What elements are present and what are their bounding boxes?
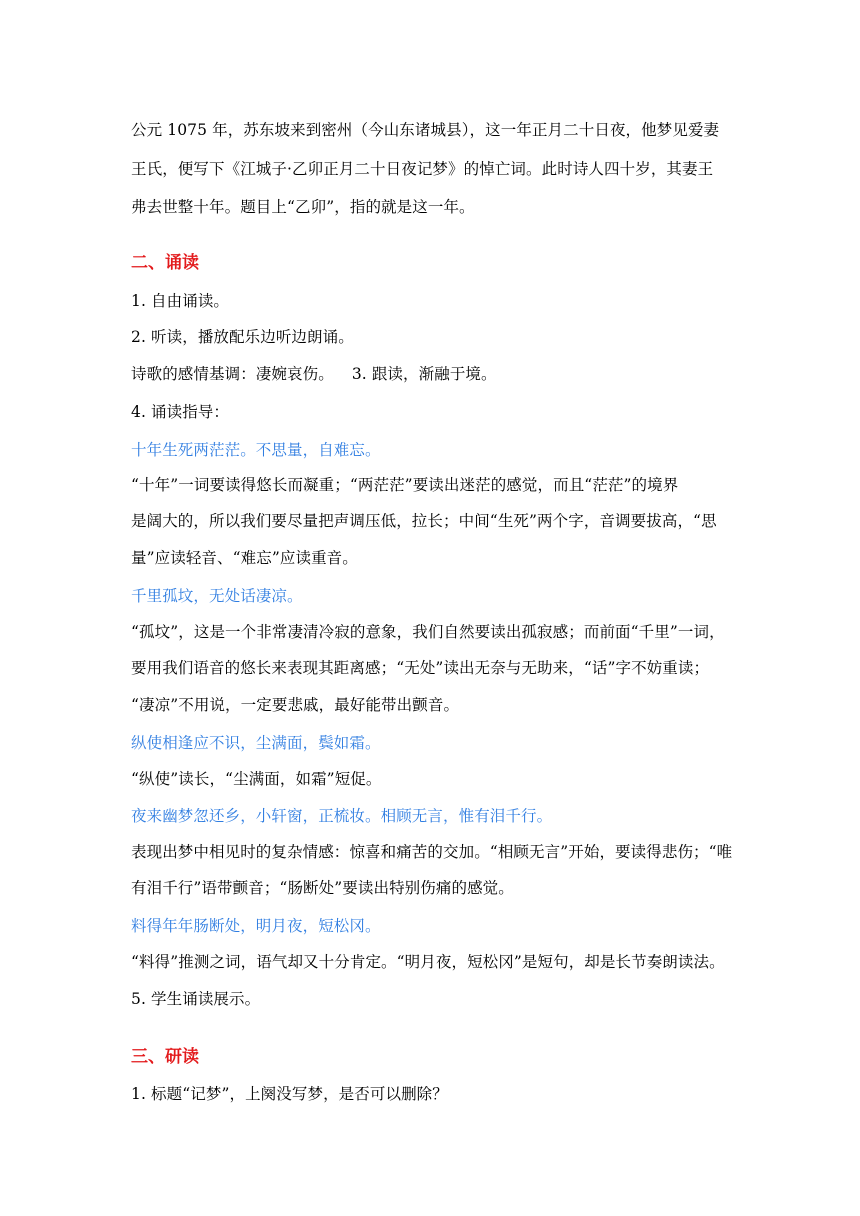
emotion-tone-text: 诗歌的感情基调：凄婉哀伤。 bbox=[131, 365, 334, 383]
commentary-line: “纵使”读长，“尘满面，如霜”短促。 bbox=[131, 770, 382, 788]
commentary-line: “十年”一词要读得悠长而凝重；“两茫茫”要读出迷茫的感觉，而且“茫茫”的境界 bbox=[131, 476, 679, 494]
poem-line: 千里孤坟，无处话凄凉。 bbox=[131, 587, 303, 605]
emotion-tone-line bbox=[131, 364, 497, 384]
step-listen: 2. 听读，播放配乐边听边朗诵。 bbox=[131, 328, 354, 346]
section-heading-recitation: 二、诵读 bbox=[131, 253, 199, 273]
section-heading-study: 三、研读 bbox=[131, 1047, 199, 1067]
step-student-show: 5. 学生诵读展示。 bbox=[131, 990, 261, 1008]
commentary-line: 要用我们语音的悠长来表现其距离感；“无处”读出无奈与无助来，“话”字不妨重读； bbox=[131, 659, 710, 677]
question-line: 1. 标题“记梦”，上阕没写梦，是否可以删除？ bbox=[131, 1085, 448, 1103]
commentary-line: 量”应读轻音、“难忘”应读重音。 bbox=[131, 549, 358, 567]
commentary-line: “凄凉”不用说，一定要悲戚，最好能带出颤音。 bbox=[131, 696, 460, 714]
poem-line: 十年生死两茫茫。不思量，自难忘。 bbox=[131, 441, 381, 459]
poem-line: 料得年年肠断处，明月夜，短松冈。 bbox=[131, 917, 381, 935]
poem-line: 纵使相逢应不识，尘满面，鬓如霜。 bbox=[131, 734, 381, 752]
poem-line: 夜来幽梦忽还乡，小轩窗，正梳妆。相顾无言，惟有泪千行。 bbox=[131, 807, 553, 825]
commentary-line: 是阔大的，所以我们要尽量把声调压低，拉长；中间“生死”两个字，音调要拔高，“思 bbox=[131, 512, 717, 530]
commentary-line: “料得”推测之词，语气却又十分肯定。“明月夜，短松冈”是短句，却是长节奏朗读法。 bbox=[131, 953, 725, 971]
step-follow-reading: 3. 跟读，渐融于境。 bbox=[351, 365, 497, 383]
intro-line-1: 公元 1075 年，苏东坡来到密州（今山东诸城县），这一年正月二十日夜，他梦见爱妻 bbox=[131, 121, 720, 139]
intro-line-3: 弗去世整十年。题目上“乙卯”，指的就是这一年。 bbox=[131, 198, 475, 216]
commentary-line: 有泪千行”语带颤音；“肠断处”要读出特别伤痛的感觉。 bbox=[131, 879, 514, 897]
commentary-line: “孤坟”，这是一个非常凄清冷寂的意象，我们自然要读出孤寂感；而前面“千里”一词， bbox=[131, 623, 725, 641]
step-guidance: 4. 诵读指导： bbox=[131, 403, 230, 421]
commentary-line: 表现出梦中相见时的复杂情感：惊喜和痛苦的交加。“相顾无言”开始，要读得悲伤；“唯 bbox=[131, 843, 733, 861]
step-free-reading: 1. 自由诵读。 bbox=[131, 292, 230, 310]
intro-line-2: 王氏，便写下《江城子·乙卯正月二十日夜记梦》的悼亡词。此时诗人四十岁，其妻王 bbox=[131, 160, 714, 178]
